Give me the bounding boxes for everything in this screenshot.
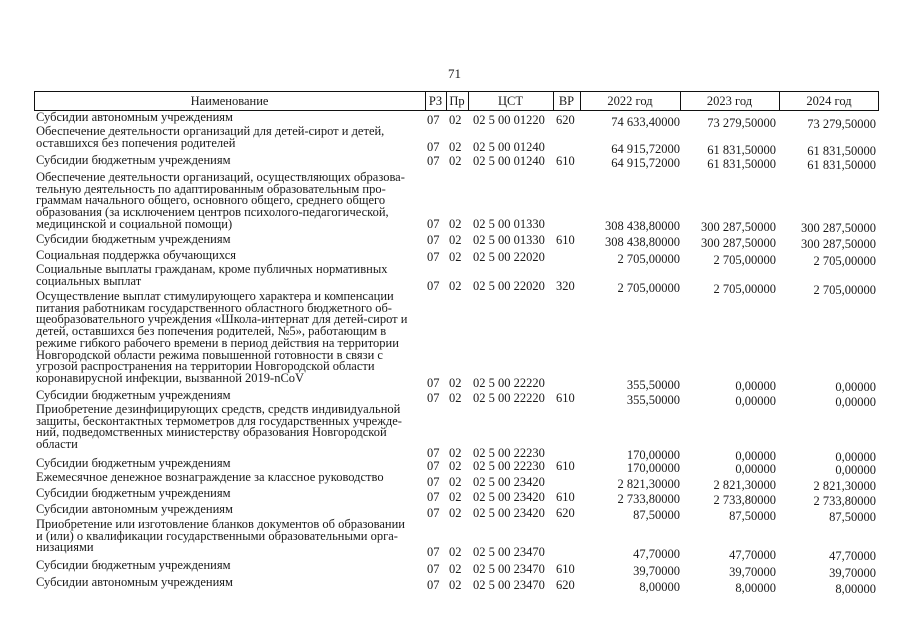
- row-vr: 610: [556, 154, 575, 168]
- row-cst: 02 5 00 23420: [473, 490, 545, 504]
- row-name: Приобретение дезинфицирующих средств, средств индивидуальной защиты, бесконтактных термометров для государственных учрежде- ний, подведомственных министерству образования Новгородской области: [36, 402, 402, 452]
- row-name: Субсидии бюджетным учреждениям: [36, 153, 231, 167]
- row-rz: 07: [427, 578, 440, 592]
- row-2023: 87,50000: [729, 509, 776, 523]
- row-cst: 02 5 00 01330: [473, 217, 545, 231]
- row-pr: 02: [449, 154, 462, 168]
- row-pr: 02: [449, 250, 462, 264]
- row-name: Осуществление выплат стимулирующего характера и компенсации питания работникам государственного областного бюджетного об- щеобразовательного учреждения «Школа-интернат для детей-сирот и детей, оставшихся без попечения родителей, №5», работающим в режиме гибкого рабочего времени в период действия на территории Новгородской области режима повышенной готовности в связи с угрозой распространения на территории Новгородской области коронавирусной инфекции, вызванной 2019-nCoV: [36, 289, 408, 385]
- row-2023: 0,00000: [735, 462, 776, 476]
- row-cst: 02 5 00 22220: [473, 391, 545, 405]
- row-2023: 61 831,50000: [707, 143, 776, 157]
- row-cst: 02 5 00 22230: [473, 446, 545, 460]
- row-2023: 2 705,00000: [713, 282, 776, 296]
- row-name: Субсидии автономным учреждениям: [36, 110, 233, 124]
- row-pr: 02: [449, 459, 462, 473]
- row-2023: 47,70000: [729, 548, 776, 562]
- row-pr: 02: [449, 140, 462, 154]
- row-2023: 39,70000: [729, 565, 776, 579]
- row-2023: 300 287,50000: [701, 220, 776, 234]
- row-pr: 02: [449, 217, 462, 231]
- row-cst: 02 5 00 22020: [473, 250, 545, 264]
- row-name: Приобретение или изготовление бланков документов об образовании и (или) о квалификации государственными образовательными орга- низациями: [36, 517, 405, 555]
- row-pr: 02: [449, 490, 462, 504]
- row-cst: 02 5 00 01240: [473, 140, 545, 154]
- row-cst: 02 5 00 01240: [473, 154, 545, 168]
- row-rz: 07: [427, 154, 440, 168]
- row-name: Субсидии бюджетным учреждениям: [36, 558, 231, 572]
- row-rz: 07: [427, 391, 440, 405]
- row-vr: 620: [556, 506, 575, 520]
- row-2022: 308 438,80000: [605, 219, 680, 233]
- row-2024: 61 831,50000: [807, 158, 876, 172]
- row-2024: 73 279,50000: [807, 117, 876, 131]
- row-cst: 02 5 00 23420: [473, 506, 545, 520]
- row-name: Социальные выплаты гражданам, кроме публичных нормативных социальных выплат: [36, 262, 388, 288]
- row-vr: 610: [556, 459, 575, 473]
- row-name: Субсидии бюджетным учреждениям: [36, 456, 231, 470]
- row-2022: 2 821,30000: [617, 477, 680, 491]
- row-rz: 07: [427, 490, 440, 504]
- row-2022: 308 438,80000: [605, 235, 680, 249]
- row-rz: 07: [427, 446, 440, 460]
- row-pr: 02: [449, 578, 462, 592]
- row-rz: 07: [427, 233, 440, 247]
- row-pr: 02: [449, 545, 462, 559]
- row-2023: 0,00000: [735, 449, 776, 463]
- row-vr: 610: [556, 562, 575, 576]
- row-2022: 170,00000: [626, 448, 680, 462]
- row-2024: 300 287,50000: [801, 237, 876, 251]
- row-name: Субсидии бюджетным учреждениям: [36, 232, 231, 246]
- row-2022: 2 733,80000: [617, 492, 680, 506]
- row-rz: 07: [427, 545, 440, 559]
- row-pr: 02: [449, 562, 462, 576]
- header-2022: 2022 год: [607, 94, 653, 108]
- row-2024: 39,70000: [829, 566, 876, 580]
- row-rz: 07: [427, 562, 440, 576]
- row-vr: 320: [556, 279, 575, 293]
- row-pr: 02: [449, 506, 462, 520]
- row-2023: 2 733,80000: [713, 493, 776, 507]
- row-pr: 02: [449, 113, 462, 127]
- row-pr: 02: [449, 391, 462, 405]
- row-2024: 61 831,50000: [807, 144, 876, 158]
- row-2022: 170,00000: [626, 461, 680, 475]
- row-pr: 02: [449, 475, 462, 489]
- row-2024: 2 821,30000: [813, 479, 876, 493]
- row-2022: 74 633,40000: [611, 115, 680, 129]
- row-pr: 02: [449, 376, 462, 390]
- row-name: Субсидии автономным учреждениям: [36, 502, 233, 516]
- row-2024: 0,00000: [835, 395, 876, 409]
- row-name: Социальная поддержка обучающихся: [36, 248, 237, 262]
- header-rz: РЗ: [428, 94, 443, 108]
- row-cst: 02 5 00 22230: [473, 459, 545, 473]
- row-pr: 02: [449, 279, 462, 293]
- row-name: Субсидии бюджетным учреждениям: [36, 486, 231, 500]
- row-rz: 07: [427, 279, 440, 293]
- row-2024: 0,00000: [835, 380, 876, 394]
- header-cst: ЦСТ: [498, 94, 523, 108]
- row-2022: 47,70000: [633, 547, 680, 561]
- row-2023: 61 831,50000: [707, 157, 776, 171]
- row-rz: 07: [427, 140, 440, 154]
- row-vr: 620: [556, 578, 575, 592]
- row-cst: 02 5 00 01330: [473, 233, 545, 247]
- row-pr: 02: [449, 446, 462, 460]
- row-cst: 02 5 00 22020: [473, 279, 545, 293]
- row-cst: 02 5 00 23470: [473, 562, 545, 576]
- row-2024: 300 287,50000: [801, 221, 876, 235]
- row-2022: 355,50000: [626, 393, 680, 407]
- row-name: Обеспечение деятельности организаций для детей-сирот и детей, оставшихся без попечения родителей: [36, 124, 385, 150]
- row-rz: 07: [427, 250, 440, 264]
- row-2022: 8,00000: [639, 580, 680, 594]
- row-name: Субсидии автономным учреждениям: [36, 575, 233, 589]
- header-2024: 2024 год: [806, 94, 852, 108]
- row-2024: 8,00000: [835, 582, 876, 596]
- row-2024: 0,00000: [835, 450, 876, 464]
- row-2023: 2 821,30000: [713, 478, 776, 492]
- row-2022: 2 705,00000: [617, 252, 680, 266]
- row-name: Субсидии бюджетным учреждениям: [36, 388, 231, 402]
- row-rz: 07: [427, 475, 440, 489]
- row-2022: 39,70000: [633, 564, 680, 578]
- row-cst: 02 5 00 22220: [473, 376, 545, 390]
- row-vr: 610: [556, 490, 575, 504]
- row-2024: 47,70000: [829, 549, 876, 563]
- row-2023: 0,00000: [735, 379, 776, 393]
- row-2024: 87,50000: [829, 510, 876, 524]
- row-2023: 8,00000: [735, 581, 776, 595]
- page-number: 71: [448, 66, 461, 81]
- header-pr: Пр: [449, 94, 465, 108]
- row-vr: 610: [556, 233, 575, 247]
- row-2022: 355,50000: [626, 378, 680, 392]
- row-cst: 02 5 00 01220: [473, 113, 545, 127]
- header-vr: ВР: [558, 94, 575, 108]
- row-pr: 02: [449, 233, 462, 247]
- row-rz: 07: [427, 113, 440, 127]
- header-name: Наименование: [190, 94, 269, 108]
- row-2024: 0,00000: [835, 463, 876, 477]
- row-cst: 02 5 00 23420: [473, 475, 545, 489]
- row-2024: 2 705,00000: [813, 283, 876, 297]
- row-name: Обеспечение деятельности организаций, осуществляющих образова- тельную деятельность по адаптированным образовательным про- граммам начального общего, основного общего, среднего общего образования (за исключением центров психолого-педагогической, медицинской и социальной помощи): [36, 170, 405, 231]
- row-rz: 07: [427, 459, 440, 473]
- row-vr: 610: [556, 391, 575, 405]
- row-vr: 620: [556, 113, 575, 127]
- row-2022: 64 915,72000: [611, 142, 680, 156]
- row-2024: 2 733,80000: [813, 494, 876, 508]
- row-2023: 73 279,50000: [707, 116, 776, 130]
- row-rz: 07: [427, 376, 440, 390]
- row-2023: 2 705,00000: [713, 253, 776, 267]
- row-cst: 02 5 00 23470: [473, 545, 545, 559]
- row-2022: 64 915,72000: [611, 156, 680, 170]
- row-name: Ежемесячное денежное вознаграждение за классное руководство: [36, 470, 384, 484]
- row-cst: 02 5 00 23470: [473, 578, 545, 592]
- row-2022: 2 705,00000: [617, 281, 680, 295]
- row-2024: 2 705,00000: [813, 254, 876, 268]
- header-2023: 2023 год: [706, 94, 753, 108]
- row-rz: 07: [427, 217, 440, 231]
- row-2023: 0,00000: [735, 394, 776, 408]
- row-rz: 07: [427, 506, 440, 520]
- row-2022: 87,50000: [633, 508, 680, 522]
- row-2023: 300 287,50000: [701, 236, 776, 250]
